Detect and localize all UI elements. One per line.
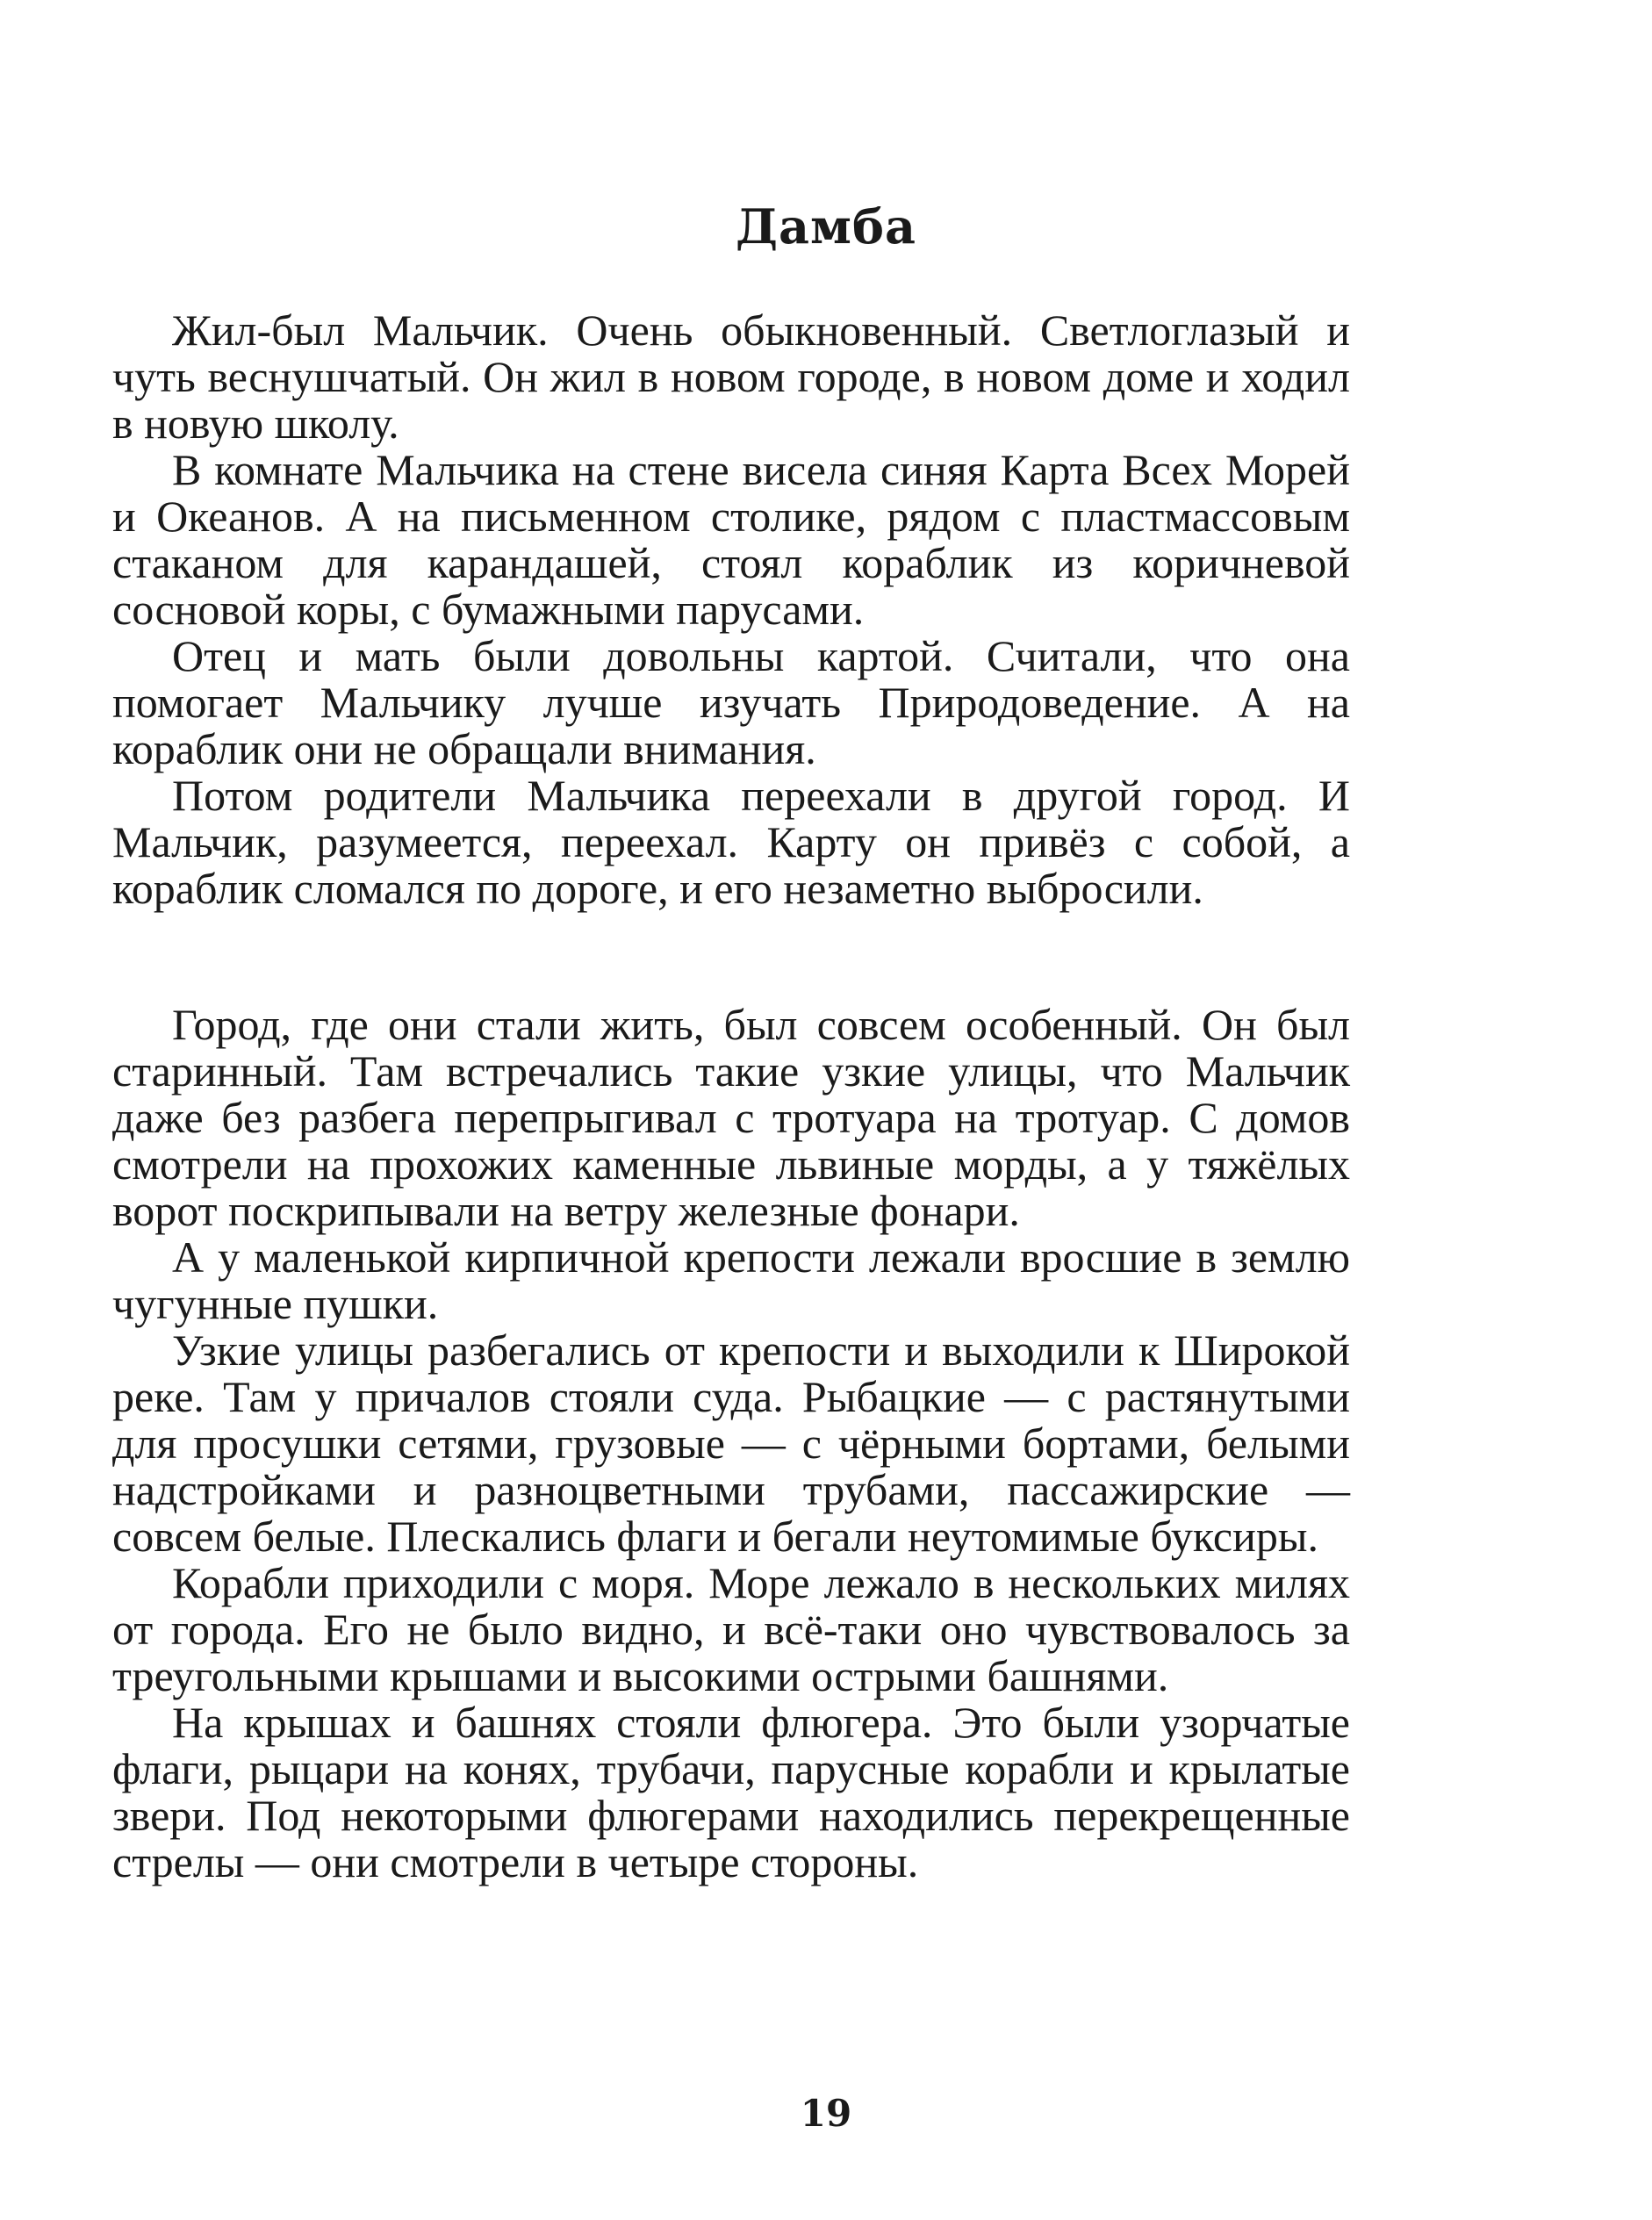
paragraph: Потом родители Мальчика переехали в другой город. И Мальчик, разумеется, переехал. Карту он привёз с собой, а кораблик сломался по дороге, и его незаметно выбросили. (112, 771, 1350, 913)
paragraph: Узкие улицы разбегались от крепости и выходили к Широкой реке. Там у причалов стояли суда. Рыбацкие — с растянутыми для просушки сетями, грузовые — с чёрными бортами, белыми надстройками и разноцветными трубами, пассажирские — совсем белые. Плескались флаги и бегали неутомимые буксиры. (112, 1326, 1350, 1561)
paragraph: Жил-был Мальчик. Очень обыкновенный. Светлоглазый и чуть веснушчатый. Он жил в новом городе, в новом доме и ходил в новую школу. (112, 305, 1350, 448)
paragraph: Отец и мать были довольны картой. Считали, что она помогает Мальчику лучше изучать Природоведение. А на кораблик они не обращали внимания. (112, 631, 1350, 773)
text-block-1 (112, 307, 1350, 912)
text-block-2 (112, 1002, 1350, 1886)
paragraph: Корабли приходили с моря. Море лежало в нескольких милях от города. Его не было видно, и всё-таки оно чувствовалось за треугольными крышами и высокими острыми башнями. (112, 1558, 1350, 1700)
page-number: 19 (800, 2092, 852, 2135)
paragraph: На крышах и башнях стояли флюгера. Это были узорчатые флаги, рыцари на конях, трубачи, парусные корабли и крылатые звери. Под некоторыми флюгерами находились перекрещенные стрелы — они смотрели в четыре стороны. (112, 1698, 1350, 1886)
paragraph: Город, где они стали жить, был совсем особенный. Он был старинный. Там встречались такие узкие улицы, что Мальчик даже без разбега перепрыгивал с тротуара на тротуар. С домов смотрели на прохожих каменные львиные морды, а у тяжёлых ворот поскрипывали на ветру железные фонари. (112, 1000, 1350, 1235)
chapter-title: Дамба (736, 198, 916, 255)
paragraph: В комнате Мальчика на стене висела синяя Карта Всех Морей и Океанов. А на письменном столике, рядом с пластмассовым стаканом для карандашей, стоял кораблик из коричневой сосновой коры, с бумажными парусами. (112, 445, 1350, 634)
paragraph: А у маленькой кирпичной крепости лежали вросшие в землю чугунные пушки. (112, 1232, 1350, 1328)
